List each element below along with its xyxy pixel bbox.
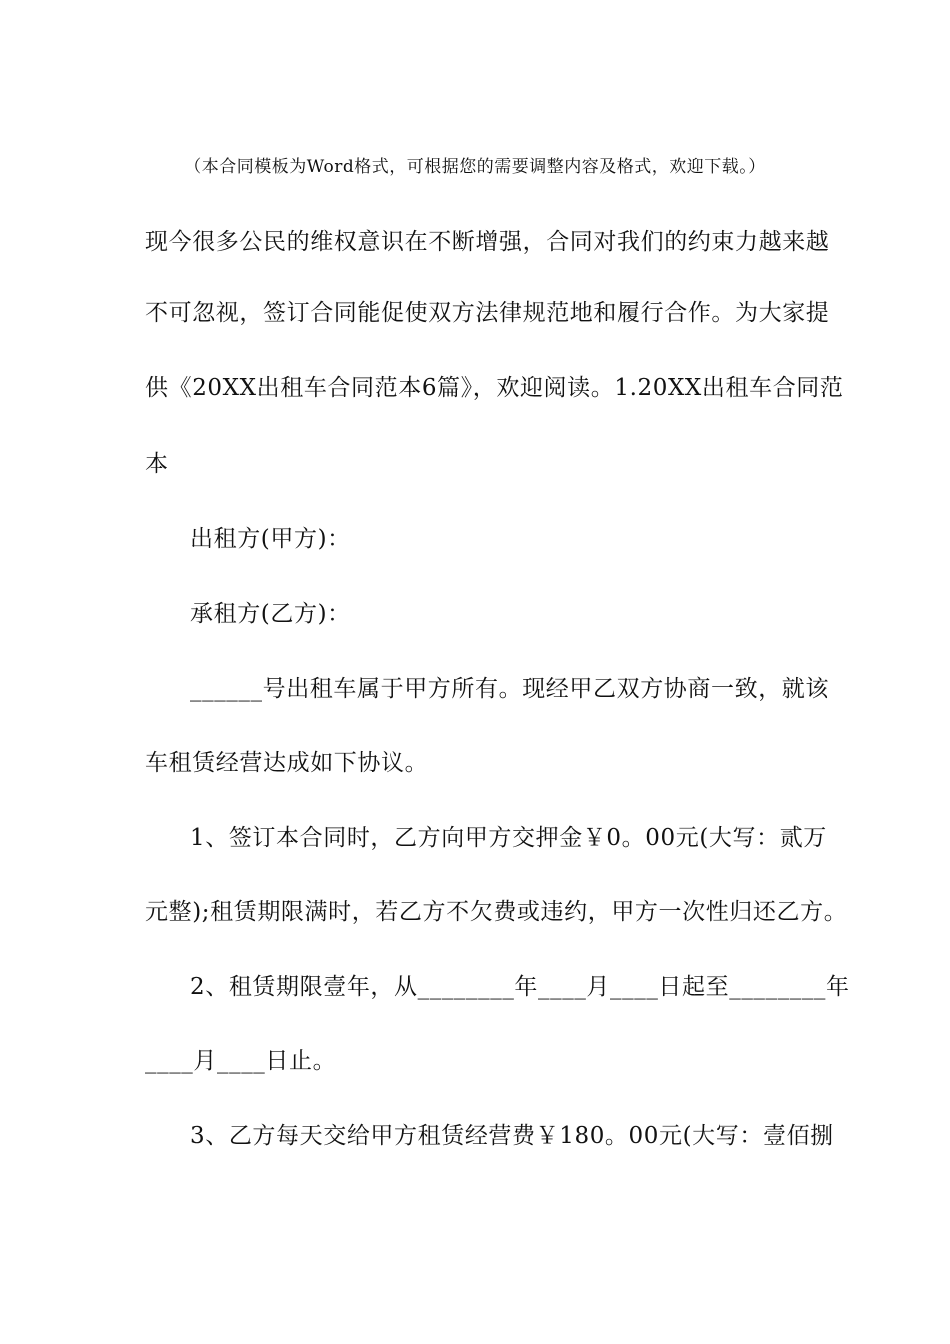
clause-3-line-1: 3、乙方每天交给甲方租赁经营费￥180。00元(大写：壹佰捌 [190,1123,834,1149]
clause-2-line-2: ____月____日止。 [145,1048,337,1074]
template-note: （本合同模板为Word格式，可根据您的需要调整内容及格式，欢迎下载。） [184,157,766,177]
body-line-3: 供《20XX出租车合同范本6篇》，欢迎阅读。1.20XX出租车合同范 [145,375,844,401]
clause-intro-line-2: 车租赁经营达成如下协议。 [145,750,429,776]
body-line-4: 本 [145,451,169,477]
lessee-label: 承租方(乙方)： [190,601,351,627]
lessor-label: 出租方(甲方)： [190,526,351,552]
clause-1-line-1: 1、签订本合同时，乙方向甲方交押金￥0。00元(大写：贰万 [190,825,827,851]
clause-2-line-1: 2、租赁期限壹年，从________年____月____日起至________年 [190,974,850,1000]
body-line-1: 现今很多公民的维权意识在不断增强，合同对我们的约束力越来越 [145,229,830,255]
clause-intro-line-1: ______号出租车属于甲方所有。现经甲乙双方协商一致，就该 [190,676,829,702]
body-line-2: 不可忽视，签订合同能促使双方法律规范地和履行合作。为大家提 [145,300,830,326]
clause-1-line-2: 元整);租赁期限满时，若乙方不欠费或违约，甲方一次性归还乙方。 [145,899,848,925]
